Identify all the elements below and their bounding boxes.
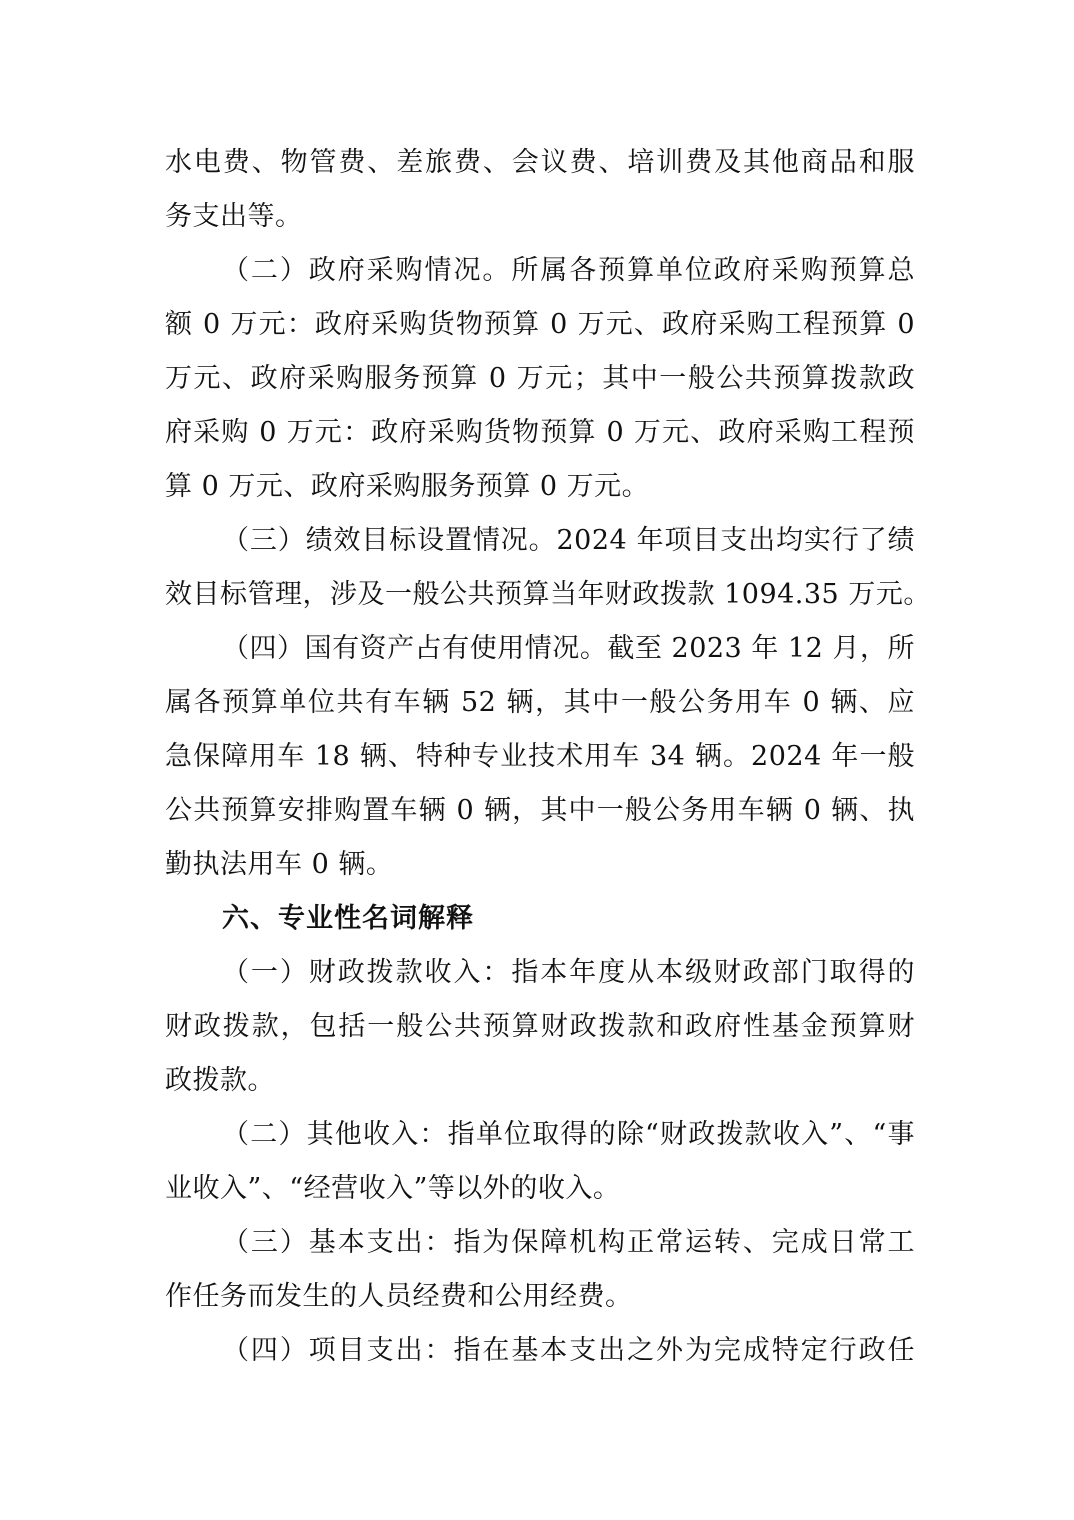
text-line: 额 0 万元：政府采购货物预算 0 万元、政府采购工程预算 0 xyxy=(165,309,915,340)
paragraph-basic-expenditure: （三）基本支出：指为保障机构正常运转、完成日常工 xyxy=(222,1227,915,1258)
text-line: 作任务而发生的人员经费和公用经费。 xyxy=(165,1281,633,1312)
text-line: 效目标管理，涉及一般公共预算当年财政拨款 1094.35 万元。 xyxy=(165,579,931,610)
text-line: 业收入”、“经营收入”等以外的收入。 xyxy=(165,1173,621,1204)
text-line: 水电费、物管费、差旅费、会议费、培训费及其他商品和服 xyxy=(165,147,915,178)
text-line: 公共预算安排购置车辆 0 辆，其中一般公务用车辆 0 辆、执 xyxy=(165,795,915,826)
paragraph-performance-goals: （三）绩效目标设置情况。2024 年项目支出均实行了绩 xyxy=(222,525,915,556)
text-line: 万元、政府采购服务预算 0 万元；其中一般公共预算拨款政 xyxy=(165,363,915,394)
paragraph-fiscal-appropriation: （一）财政拨款收入：指本年度从本级财政部门取得的 xyxy=(222,957,915,988)
text-line: 财政拨款，包括一般公共预算财政拨款和政府性基金预算财 xyxy=(165,1011,915,1042)
paragraph-government-procurement: （二）政府采购情况。所属各预算单位政府采购预算总 xyxy=(222,255,915,286)
text-line: 府采购 0 万元：政府采购货物预算 0 万元、政府采购工程预 xyxy=(165,417,915,448)
text-line: 勤执法用车 0 辆。 xyxy=(165,849,394,880)
text-line: 属各预算单位共有车辆 52 辆，其中一般公务用车 0 辆、应 xyxy=(165,687,915,718)
text-line: 政拨款。 xyxy=(165,1065,275,1096)
text-line: 务支出等。 xyxy=(165,201,303,232)
document-body xyxy=(165,136,931,1378)
section-heading: 六、专业性名词解释 xyxy=(222,903,474,934)
text-line: 算 0 万元、政府采购服务预算 0 万元。 xyxy=(165,471,650,502)
paragraph-other-income: （二）其他收入：指单位取得的除“财政拨款收入”、“事 xyxy=(222,1119,915,1150)
text-line: 急保障用车 18 辆、特种专业技术用车 34 辆。2024 年一般 xyxy=(165,741,915,772)
paragraph-state-assets: （四）国有资产占有使用情况。截至 2023 年 12 月，所 xyxy=(222,633,915,664)
paragraph-project-expenditure: （四）项目支出：指在基本支出之外为完成特定行政任 xyxy=(222,1335,915,1366)
